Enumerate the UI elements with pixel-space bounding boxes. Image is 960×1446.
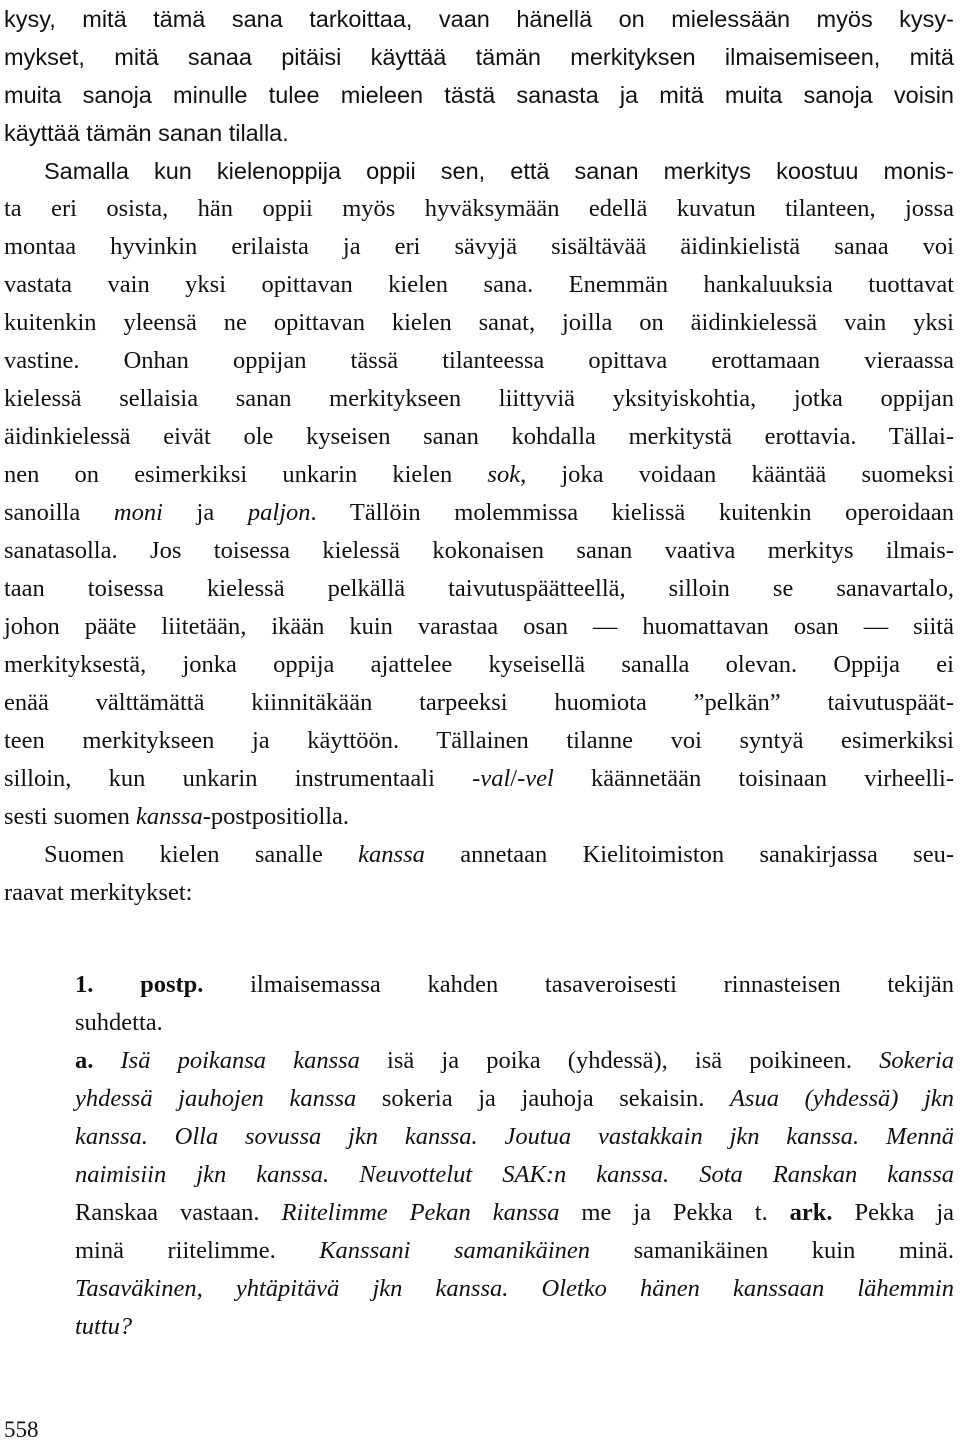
text-run: raavat merkitykset: — [4, 879, 193, 906]
text-run: a. — [75, 1047, 94, 1074]
text-run: Samalla kun kielenoppija oppii sen, että sanan merkitys koostuu monis- — [44, 158, 954, 184]
text-run: kysy, mitä tämä sana tarkoittaa, vaan hänellä on mielessään myös kysy- — [4, 6, 954, 32]
entry-line — [75, 1194, 954, 1232]
text-run: . Tällöin molemmissa kielissä kuitenkin operoidaan — [310, 499, 954, 526]
text-run: val — [480, 765, 511, 792]
text-run: Isä poikansa kanssa — [120, 1047, 360, 1074]
text-run: suhdetta. — [75, 1009, 163, 1036]
text-run: tuttu? — [75, 1313, 133, 1340]
text-run: ark. — [789, 1199, 833, 1226]
text-run: moni — [113, 499, 163, 526]
text-run: vel — [525, 765, 554, 792]
text-line — [4, 38, 954, 76]
text-run: käyttää tämän sanan tilalla. — [4, 120, 289, 146]
text-run: teen merkitykseen ja käyttöön. Tällainen tilanne voi syntyä esimerkiksi — [4, 727, 954, 754]
text-line — [4, 76, 954, 114]
text-run: kanssa. Olla sovussa jkn kanssa. Joutua vastakkain jkn kanssa. Mennä — [75, 1123, 954, 1150]
text-run: käännetään toisinaan virheelli- — [553, 765, 954, 792]
text-line — [4, 798, 954, 836]
text-run: 1. postp. — [75, 971, 204, 998]
text-line — [4, 342, 954, 380]
text-line — [4, 532, 954, 570]
text-run: Pekka ja — [832, 1199, 954, 1226]
entry-line — [75, 1156, 954, 1194]
text-run: sokeria ja jauhoja sekaisin. — [356, 1085, 730, 1112]
text-line — [4, 228, 954, 266]
text-run: äidinkielessä eivät ole kyseisen sanan kohdalla merkitystä erottavia. Tällai- — [4, 423, 954, 450]
text-run: sesti suomen — [4, 803, 137, 830]
text-run: ilmaisemassa kahden tasaveroisesti rinnasteisen tekijän — [203, 971, 954, 998]
text-run: me ja Pekka t. — [559, 1199, 790, 1226]
text-run: merkityksestä, jonka oppija ajattelee kyseisellä sanalla olevan. Oppija ei — [4, 651, 954, 678]
text-run: vastata vain yksi opittavan kielen sana. Enemmän hankaluuksia tuottavat — [4, 271, 954, 298]
text-run: Kanssani samanikäinen — [319, 1237, 591, 1264]
text-run: paljon — [247, 499, 311, 526]
text-run: enää välttämättä kiinnitäkään tarpeeksi huomiota ”pelkän” taivutuspäät- — [4, 689, 954, 716]
entry-line — [75, 1270, 954, 1308]
text-run: kielessä sellaisia sanan merkitykseen liittyviä yksityiskohtia, jotka oppijan — [4, 385, 954, 412]
text-line — [4, 190, 954, 228]
entry-line — [75, 1118, 954, 1156]
text-run: /- — [510, 765, 526, 792]
text-run: minä riitelimme. — [75, 1237, 320, 1264]
text-line — [44, 836, 954, 874]
text-run: ja — [162, 499, 248, 526]
text-line — [4, 570, 954, 608]
entry-line — [75, 1080, 954, 1118]
text-line — [4, 760, 954, 798]
text-run: kuitenkin yleensä ne opittavan kielen sanat, joilla on äidinkielessä vain yksi — [4, 309, 954, 336]
text-run: sanoilla — [4, 499, 114, 526]
text-run — [93, 1047, 120, 1074]
text-line — [4, 304, 954, 342]
text-run: johon pääte liitetään, ikään kuin varastaa osan — huomattavan osan — siitä — [4, 613, 954, 640]
text-line — [4, 266, 954, 304]
text-line — [4, 646, 954, 684]
text-run: annetaan Kielitoimiston sanakirjassa seu- — [424, 841, 954, 868]
entry-line — [75, 966, 954, 1004]
text-line — [4, 0, 954, 38]
page-number: 558 — [4, 1417, 39, 1442]
text-run: Ranskaa vastaan. — [75, 1199, 282, 1226]
text-run: sok — [487, 461, 521, 488]
text-line — [4, 114, 954, 152]
text-run: vastine. Onhan oppijan tässä tilanteessa opittava erottamaan vieraassa — [4, 347, 954, 374]
text-run: Sokeria — [879, 1047, 955, 1074]
text-run: sanatasolla. Jos toisessa kielessä kokonaisen sanan vaativa merkitys ilmais- — [4, 537, 954, 564]
text-line — [4, 494, 954, 532]
text-line — [4, 684, 954, 722]
text-run: silloin, kun unkarin instrumentaali - — [4, 765, 481, 792]
text-run: ta eri osista, hän oppii myös hyväksymään edellä kuvatun tilanteen, jossa — [4, 195, 954, 222]
text-run: kanssa — [358, 841, 425, 868]
text-line — [4, 874, 954, 912]
entry-line — [75, 1308, 954, 1346]
text-line — [4, 418, 954, 456]
text-line — [4, 722, 954, 760]
text-run: Riitelimme Pekan kanssa — [281, 1199, 560, 1226]
text-run: kanssa — [136, 803, 203, 830]
text-run: Asua (yhdessä) jkn — [729, 1085, 955, 1112]
text-run: naimisiin jkn kanssa. Neuvottelut SAK:n kanssa. Sota Ranskan kanssa — [75, 1161, 954, 1188]
text-run: nen on esimerkiksi unkarin kielen — [4, 461, 488, 488]
text-line — [4, 456, 954, 494]
text-run: , joka voidaan kääntää suomeksi — [520, 461, 954, 488]
text-run: -postpositiolla. — [202, 803, 350, 830]
entry-line — [75, 1004, 954, 1042]
text-run: yhdessä jauhojen kanssa — [75, 1085, 357, 1112]
text-run: samanikäinen kuin minä. — [590, 1237, 955, 1264]
text-run: Tasaväkinen, yhtäpitävä jkn kanssa. Oletko hänen kanssaan lähemmin — [75, 1275, 954, 1302]
text-run: Suomen kielen sanalle — [44, 841, 359, 868]
text-run: taan toisessa kielessä pelkällä taivutuspäätteellä, silloin se sanavartalo, — [4, 575, 954, 602]
entry-line — [75, 1232, 954, 1270]
text-line — [44, 152, 954, 190]
text-run: isä ja poika (yhdessä), isä poikineen. — [359, 1047, 880, 1074]
text-run: montaa hyvinkin erilaista ja eri sävyjä sisältävää äidinkielistä sanaa voi — [4, 233, 954, 260]
text-run: mykset, mitä sanaa pitäisi käyttää tämän merkityksen ilmaisemiseen, mitä — [4, 44, 954, 70]
text-run: muita sanoja minulle tulee mieleen tästä sanasta ja mitä muita sanoja voisin — [4, 82, 954, 108]
text-line — [4, 380, 954, 418]
entry-line — [75, 1042, 954, 1080]
text-line — [4, 608, 954, 646]
